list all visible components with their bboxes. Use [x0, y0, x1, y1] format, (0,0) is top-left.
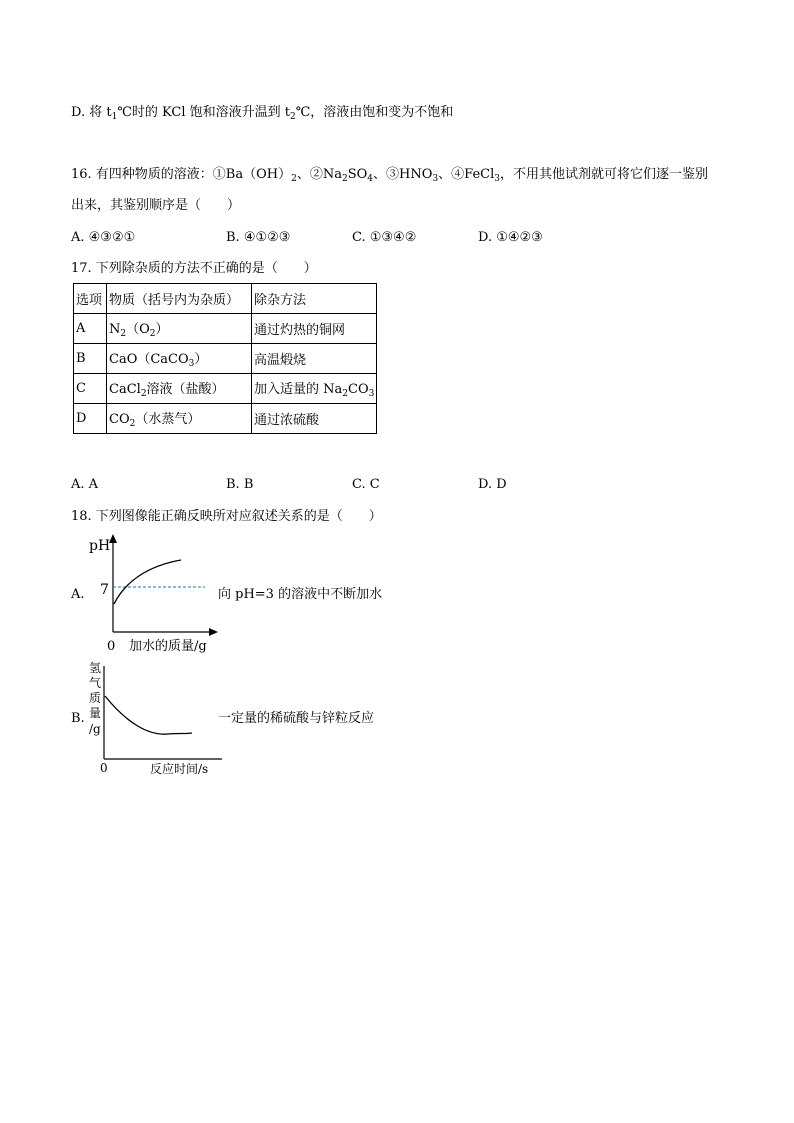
- table-cell-substance: CaCl$_2$溶液（盐酸）: [107, 374, 252, 404]
- q16-stem-line2: 出来，其鉴别顺序是（ ）: [71, 198, 241, 213]
- table-cell-option: B: [74, 344, 107, 374]
- q16-stem-line1: 16. 有四种物质的溶液：$①Ba(OH)_2$、$②Na_2SO_4$、$③HNO_3$、④FeCl$_3$，不用其他试剂就可将它们逐一鉴别: [71, 167, 708, 184]
- q17-option-a: A. A: [71, 477, 99, 492]
- table-cell-option: C: [74, 374, 107, 404]
- q16-option-d: D. ①④②③: [478, 230, 543, 245]
- table-cell-option: D: [74, 404, 107, 434]
- table-cell-method: 通过灼热的铜网: [252, 314, 377, 344]
- q18-graph-b-label: B.: [71, 711, 85, 726]
- q17-option-d: D. D: [478, 477, 507, 492]
- q18-graph-b: [86, 660, 226, 778]
- table-cell-substance: $N_2(O_2)$: [107, 314, 252, 344]
- table-header-cell: 选项: [74, 284, 107, 314]
- x-axis-label: 反应时间/s: [150, 762, 209, 776]
- q17-option-b: B. B: [226, 477, 254, 492]
- table-row: [74, 344, 377, 374]
- y-axis-label-char: /g: [89, 722, 101, 736]
- ph-curve: [114, 560, 181, 604]
- q15-option-d: D. 将 $t_1℃$时的 KCl 饱和溶液升温到 $t_2℃$，溶液由饱和变为不饱和: [71, 105, 454, 122]
- table-header-cell: 物质（括号内为杂质）: [107, 284, 252, 314]
- y-axis-label-char: 质: [89, 691, 102, 705]
- table-cell-substance: $CO_2$（水蒸气）: [107, 404, 252, 434]
- y-axis-label: pH: [89, 538, 111, 554]
- q18-graph-b-desc: 一定量的稀硫酸与锌粒反应: [218, 711, 375, 726]
- table-header-cell: 除杂方法: [252, 284, 377, 314]
- origin-label: 0: [100, 761, 108, 775]
- table-cell-substance: CaO（CaCO$_3$）: [107, 344, 252, 374]
- table-cell-method: 通过浓硫酸: [252, 404, 377, 434]
- q16-option-b: B. ④①②③: [226, 230, 291, 245]
- x-axis-arrow-icon: [209, 628, 218, 636]
- q17-stem: 17. 下列除杂质的方法不正确的是（ ）: [71, 261, 317, 276]
- y-axis-label-char: 量: [89, 706, 102, 720]
- y-axis-label-char: 气: [89, 676, 102, 690]
- table-row: [74, 404, 377, 434]
- y-axis-label-char: 氢: [89, 661, 102, 675]
- origin-label: 0: [107, 639, 116, 654]
- q18-graph-a-desc: 向 pH=3 的溶液中不断加水: [218, 587, 383, 602]
- q16-option-c: C. ①③④②: [352, 230, 417, 245]
- table-row: [74, 314, 377, 344]
- table-row: [74, 374, 377, 404]
- q17-table: [73, 283, 377, 434]
- y-tick-7: 7: [100, 582, 109, 598]
- q18-graph-a: [85, 532, 225, 654]
- x-axis-label: 加水的质量/g: [129, 639, 207, 654]
- q17-option-c: C. C: [352, 477, 380, 492]
- q18-graph-a-label: A.: [71, 587, 85, 602]
- y-axis-arrow-icon: [109, 534, 117, 543]
- table-header-row: [74, 284, 377, 314]
- q16-option-a: A. ④③②①: [71, 230, 136, 245]
- table-cell-method: 加入适量的 $Na_2CO_3$: [252, 374, 377, 404]
- table-cell-method: 高温煅烧: [252, 344, 377, 374]
- hydrogen-curve: [105, 696, 192, 734]
- table-cell-option: A: [74, 314, 107, 344]
- q18-stem: 18. 下列图像能正确反映所对应叙述关系的是（ ）: [71, 509, 382, 524]
